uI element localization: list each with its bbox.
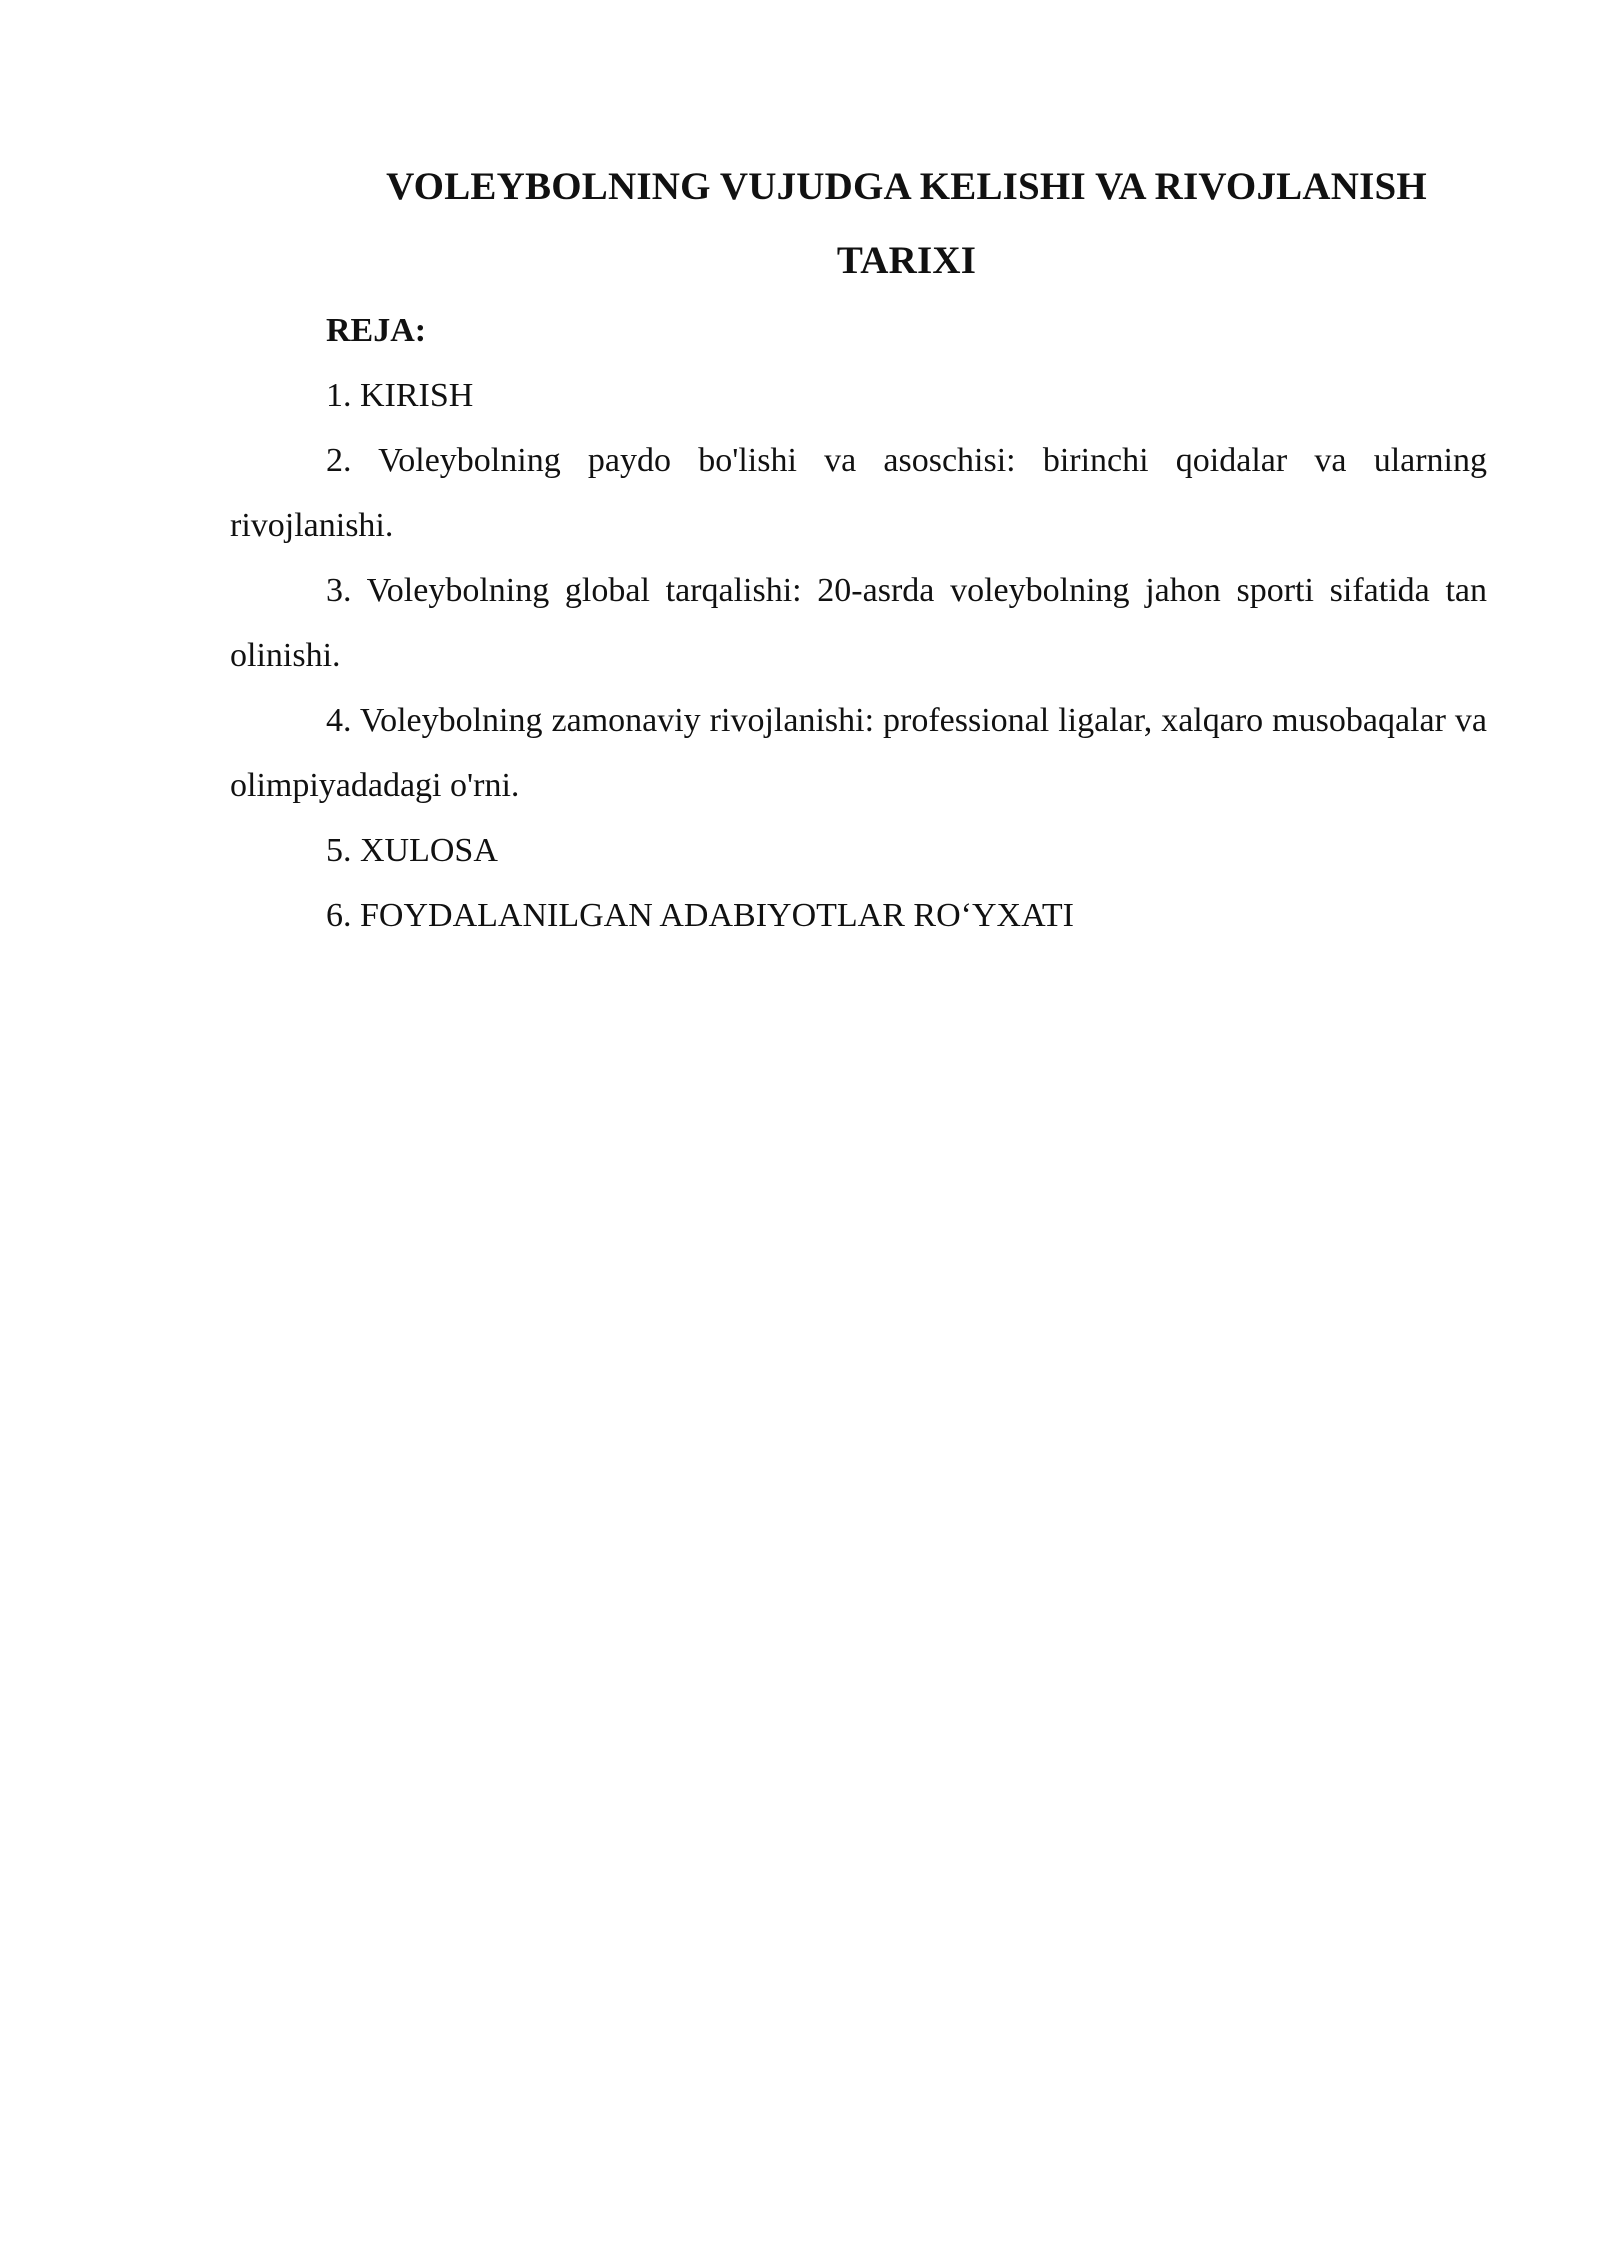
plan-item-modern-development: 4. Voleybolning zamonaviy rivojlanishi: professional ligalar, xalqaro musobaqalar va olimpiyadadagi o'rni. (230, 702, 1487, 804)
plan-item-conclusion: 5. XULOSA (326, 832, 498, 869)
plan-heading: REJA: (326, 312, 427, 349)
plan-item-introduction: 1. KIRISH (326, 377, 474, 414)
plan-list (230, 363, 1487, 948)
plan-item-global-spread: 3. Voleybolning global tarqalishi: 20-asrda voleybolning jahon sporti sifatida tan olinishi. (230, 572, 1487, 674)
document-body (230, 150, 1487, 948)
plan-item-origin: 2. Voleybolning paydo bo'lishi va asoschisi: birinchi qoidalar va ularning rivojlanishi. (230, 442, 1487, 544)
plan-item-references: 6. FOYDALANILGAN ADABIYOTLAR RO‘YXATI (326, 897, 1074, 934)
document-title: VOLEYBOLNING VUJUDGA KELISHI VA RIVOJLANISH TARIXI (386, 165, 1427, 282)
